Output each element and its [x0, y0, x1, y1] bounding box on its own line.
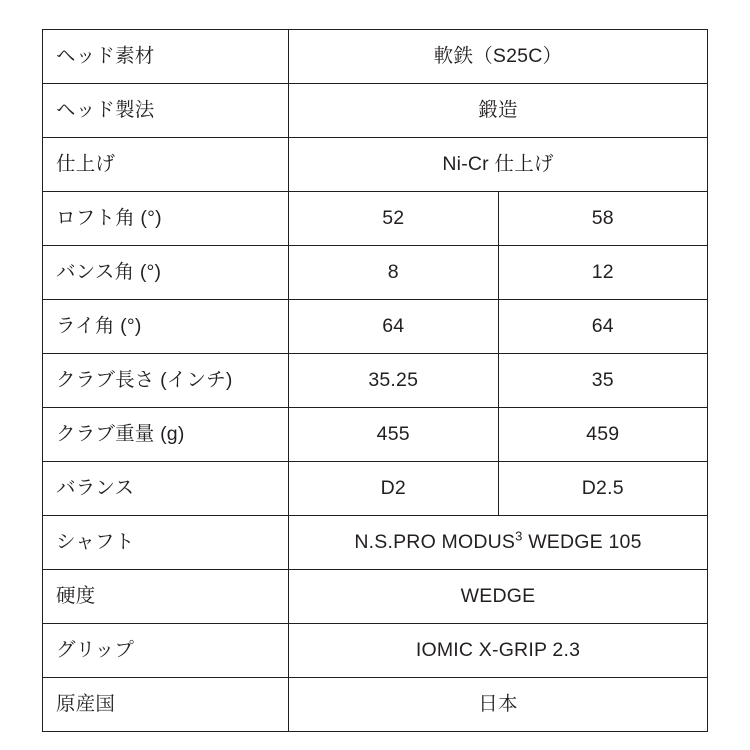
row-value-a: 52	[289, 192, 499, 246]
row-label: バランス	[43, 462, 289, 516]
table-row	[43, 138, 708, 192]
row-label: ヘッド素材	[43, 30, 289, 84]
table-row	[43, 354, 708, 408]
row-value-a: 64	[289, 300, 499, 354]
row-label: ロフト角 (°)	[43, 192, 289, 246]
table-row	[43, 408, 708, 462]
table-row	[43, 624, 708, 678]
row-value-b: 64	[498, 300, 708, 354]
row-value-b: 459	[498, 408, 708, 462]
row-value-b: 35	[498, 354, 708, 408]
row-value-a: 455	[289, 408, 499, 462]
table-row	[43, 678, 708, 732]
table-row	[43, 84, 708, 138]
table-row	[43, 246, 708, 300]
shaft-superscript: 3	[515, 528, 523, 544]
shaft-name-part2: WEDGE 105	[522, 530, 642, 553]
row-value-a: D2	[289, 462, 499, 516]
row-value-a: 8	[289, 246, 499, 300]
row-value: 日本	[289, 678, 708, 732]
row-label: クラブ長さ (インチ)	[43, 354, 289, 408]
row-value-b: D2.5	[498, 462, 708, 516]
row-value: 鍛造	[289, 84, 708, 138]
row-label: ライ角 (°)	[43, 300, 289, 354]
table-row	[43, 462, 708, 516]
table-row	[43, 570, 708, 624]
row-label: バンス角 (°)	[43, 246, 289, 300]
row-label: ヘッド製法	[43, 84, 289, 138]
row-value: Ni-Cr 仕上げ	[289, 138, 708, 192]
table-row	[43, 300, 708, 354]
specification-table	[42, 29, 708, 732]
table-row	[43, 516, 708, 570]
shaft-name-part1: N.S.PRO MODUS	[354, 530, 516, 553]
row-value-b: 12	[498, 246, 708, 300]
row-label: シャフト	[43, 516, 289, 570]
table-body	[43, 30, 708, 732]
row-label: クラブ重量 (g)	[43, 408, 289, 462]
row-value: 軟鉄（S25C）	[289, 30, 708, 84]
row-value: WEDGE	[289, 570, 708, 624]
row-value: IOMIC X-GRIP 2.3	[289, 624, 708, 678]
row-value	[289, 516, 708, 570]
row-label: 原産国	[43, 678, 289, 732]
row-label: 硬度	[43, 570, 289, 624]
row-value-b: 58	[498, 192, 708, 246]
row-value-a: 35.25	[289, 354, 499, 408]
table-row	[43, 192, 708, 246]
row-label: 仕上げ	[43, 138, 289, 192]
table-row	[43, 30, 708, 84]
row-label: グリップ	[43, 624, 289, 678]
